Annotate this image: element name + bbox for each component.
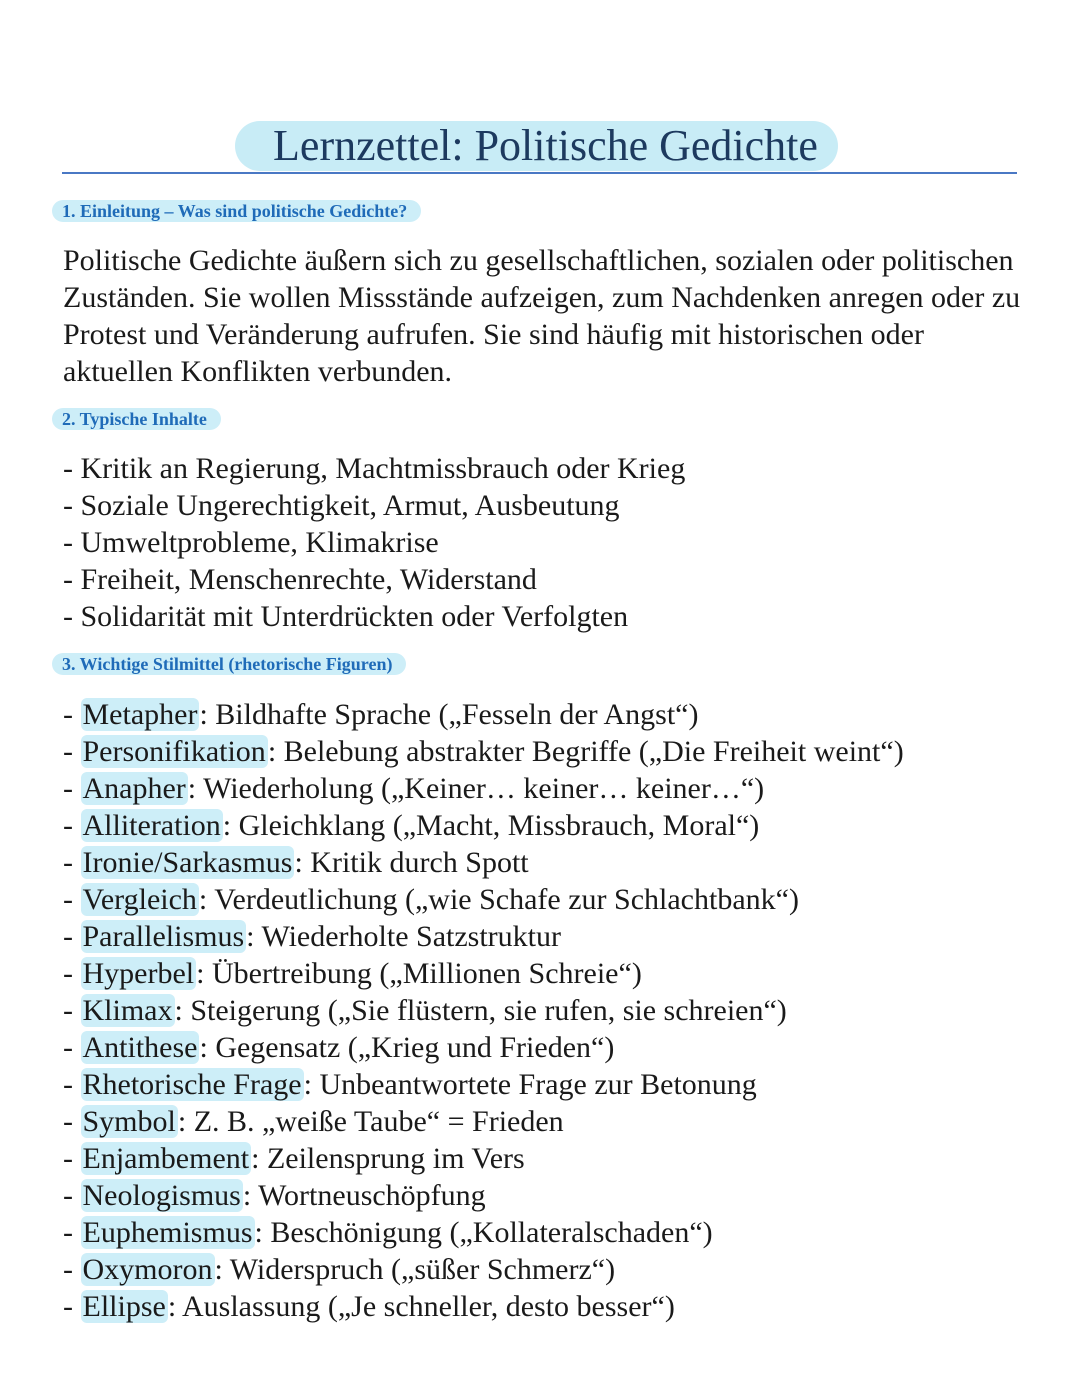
section-heading-contents: 2. Typische Inhalte <box>52 408 221 430</box>
device-item: - Antithese: Gegensatz („Krieg und Frieden“) <box>63 1031 615 1064</box>
device-item: - Personifikation: Belebung abstrakter Begriffe („Die Freiheit weint“) <box>63 735 904 768</box>
device-item: - Hyperbel: Übertreibung („Millionen Schreie“) <box>63 957 642 990</box>
page-title: Lernzettel: Politische Gedichte <box>235 121 838 171</box>
device-term: Parallelismus <box>82 920 245 953</box>
device-desc: : Belebung abstrakter Begriffe („Die Freiheit weint“) <box>267 735 904 768</box>
device-desc: : Kritik durch Spott <box>294 846 529 879</box>
device-item: - Euphemismus: Beschönigung („Kollateralschaden“) <box>63 1216 713 1249</box>
device-desc: : Widerspruch („süßer Schmerz“) <box>214 1253 616 1286</box>
list-item: - Solidarität mit Unterdrückten oder Verfolgten <box>63 600 629 633</box>
device-desc: : Übertreibung („Millionen Schreie“) <box>196 957 642 990</box>
device-item: - Klimax: Steigerung („Sie flüstern, sie rufen, sie schreien“) <box>63 994 787 1027</box>
device-term: Antithese <box>82 1031 198 1064</box>
device-desc: : Wiederholte Satzstruktur <box>246 920 561 953</box>
device-term: Oxymoron <box>82 1253 213 1286</box>
list-item: - Kritik an Regierung, Machtmissbrauch oder Krieg <box>63 452 686 485</box>
device-desc: : Verdeutlichung („wie Schafe zur Schlachtbank“) <box>198 883 799 916</box>
device-term: Euphemismus <box>82 1216 253 1249</box>
device-desc: : Gegensatz („Krieg und Frieden“) <box>199 1031 615 1064</box>
device-desc: : Beschönigung („Kollateralschaden“) <box>254 1216 713 1249</box>
device-term: Vergleich <box>82 883 197 916</box>
list-item: - Umweltprobleme, Klimakrise <box>63 526 439 559</box>
device-item: - Ellipse: Auslassung („Je schneller, desto besser“) <box>63 1290 675 1323</box>
device-item: - Parallelismus: Wiederholte Satzstruktur <box>63 920 561 953</box>
device-term: Metapher <box>82 698 198 731</box>
device-desc: : Unbeantwortete Frage zur Betonung <box>303 1068 757 1101</box>
device-term: Anapher <box>82 772 186 805</box>
title-bar <box>62 118 1017 174</box>
device-desc: : Bildhafte Sprache („Fesseln der Angst“) <box>199 698 699 731</box>
list-item: - Freiheit, Menschenrechte, Widerstand <box>63 563 537 596</box>
section-heading-devices: 3. Wichtige Stilmittel (rhetorische Figuren) <box>52 653 406 675</box>
device-desc: : Zeilensprung im Vers <box>251 1142 525 1175</box>
device-term: Alliteration <box>82 809 221 842</box>
device-term: Rhetorische Frage <box>82 1068 302 1101</box>
device-term: Hyperbel <box>82 957 195 990</box>
device-item: - Neologismus: Wortneuschöpfung <box>63 1179 486 1212</box>
device-item: - Symbol: Z. B. „weiße Taube“ = Frieden <box>63 1105 564 1138</box>
list-item: - Soziale Ungerechtigkeit, Armut, Ausbeutung <box>63 489 620 522</box>
device-desc: : Wiederholung („Keiner… keiner… keiner…“) <box>187 772 765 805</box>
intro-paragraph: Politische Gedichte äußern sich zu gesellschaftlichen, sozialen oder politischen Zuständen. Sie wollen Missstände aufzeigen, zum Nachdenken anregen oder zu Protest und Veränderung aufrufen. Sie sind häufig mit historischen oder aktuellen Konflikten verbunden. <box>63 244 1021 388</box>
device-term: Symbol <box>82 1105 176 1138</box>
device-item: - Ironie/Sarkasmus: Kritik durch Spott <box>63 846 529 879</box>
device-item: - Oxymoron: Widerspruch („süßer Schmerz“) <box>63 1253 616 1286</box>
device-desc: : Z. B. „weiße Taube“ = Frieden <box>177 1105 564 1138</box>
device-term: Enjambement <box>82 1142 250 1175</box>
device-term: Ironie/Sarkasmus <box>82 846 293 879</box>
device-term: Personifikation <box>82 735 266 768</box>
contents-list <box>63 450 685 635</box>
device-term: Klimax <box>82 994 173 1027</box>
device-item: - Rhetorische Frage: Unbeantwortete Frage zur Betonung <box>63 1068 757 1101</box>
device-item: - Alliteration: Gleichklang („Macht, Missbrauch, Moral“) <box>63 809 760 842</box>
device-term: Neologismus <box>82 1179 241 1212</box>
section-heading-intro: 1. Einleitung – Was sind politische Gedichte? <box>52 200 421 222</box>
device-term: Ellipse <box>82 1290 166 1323</box>
device-desc: : Wortneuschöpfung <box>242 1179 486 1212</box>
device-item: - Anapher: Wiederholung („Keiner… keiner… keiner…“) <box>63 772 765 805</box>
device-item: - Metapher: Bildhafte Sprache („Fesseln der Angst“) <box>63 698 699 731</box>
devices-list <box>63 696 904 1325</box>
device-desc: : Auslassung („Je schneller, desto besser“) <box>167 1290 675 1323</box>
device-desc: : Gleichklang („Macht, Missbrauch, Moral“) <box>222 809 760 842</box>
device-item: - Enjambement: Zeilensprung im Vers <box>63 1142 525 1175</box>
device-item: - Vergleich: Verdeutlichung („wie Schafe zur Schlachtbank“) <box>63 883 799 916</box>
device-desc: : Steigerung („Sie flüstern, sie rufen, sie schreien“) <box>174 994 787 1027</box>
